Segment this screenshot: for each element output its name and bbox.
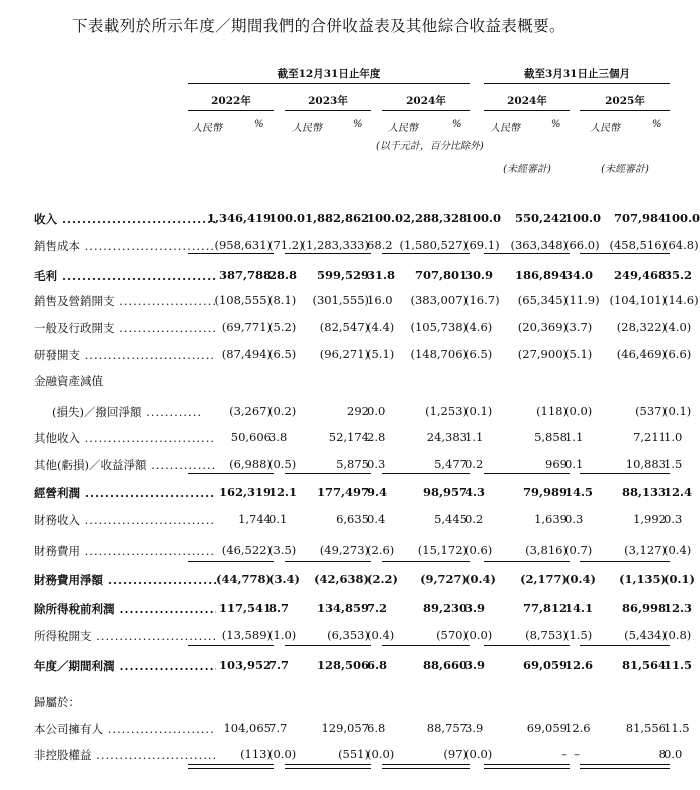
subtotal-rule [285, 253, 371, 254]
percent-cell: 0.2 [465, 457, 484, 471]
percent-cell: 11.5 [664, 658, 693, 672]
amount-cell: 1,639 [534, 512, 567, 526]
amount-cell: (97) [443, 747, 467, 761]
percent-cell: 8.7 [269, 601, 290, 615]
amount-cell: 77,812 [522, 601, 567, 615]
percent-cell: 100.0 [565, 211, 602, 225]
percent-cell: 12.1 [269, 485, 298, 499]
year-2024-rule [382, 110, 470, 111]
percent-cell: 30.9 [465, 268, 494, 282]
percent-cell: 3.9 [465, 601, 486, 615]
subtotal-rule [580, 561, 670, 562]
amount-cell: 8 [658, 747, 666, 761]
amount-cell: (82,547) [319, 320, 369, 334]
percent-cell: 2.8 [367, 430, 386, 444]
table-row [0, 626, 700, 646]
amount-cell: (46,469) [616, 347, 666, 361]
amount-cell: 599,529 [316, 268, 369, 282]
amount-cell: (6,988) [229, 457, 271, 471]
percent-cell: 0.0 [664, 747, 683, 761]
percent-cell: (0.4) [367, 628, 395, 642]
group-period-heading: 截至3月31日止三個月 [524, 68, 630, 80]
percent-cell: (0.4) [565, 572, 596, 586]
total-double-rule [484, 764, 570, 769]
row-label: 除所得稅前利潤 ..... [34, 601, 216, 617]
subtotal-rule [382, 561, 470, 562]
subtotal-rule [382, 473, 470, 474]
amount-cell: 969 [545, 457, 567, 471]
percent-cell: 1.5 [664, 457, 683, 471]
total-double-rule [188, 764, 274, 769]
amount-cell: (87,494) [221, 347, 271, 361]
amount-cell: (20,369) [517, 320, 567, 334]
unaudited-2025: (未經審計) [601, 164, 649, 175]
row-label: 銷售成本 ..... [34, 238, 216, 254]
period-2025-rule [580, 110, 670, 111]
year-2022-rule [188, 110, 274, 111]
percent-cell: (2.2) [367, 572, 398, 586]
percent-cell: 68.2 [367, 238, 393, 252]
row-label: (損失)／撥回淨額 ..... [52, 404, 202, 420]
percent-cell: 9.4 [367, 485, 388, 499]
amount-cell: 5,858 [534, 430, 567, 444]
percent-cell: (0.1) [465, 404, 493, 418]
amount-cell: 88,133 [621, 485, 666, 499]
total-double-rule [285, 764, 371, 769]
amount-cell: 2,288,328 [402, 211, 467, 225]
amount-cell: 104,065 [223, 721, 271, 735]
percent-cell: (0.0) [465, 747, 493, 761]
percent-cell: 100.0 [367, 211, 404, 225]
row-label: 收入 ..... [34, 211, 216, 227]
amount-cell: (69,771) [221, 320, 271, 334]
row-label: 銷售及營銷開支 ..... [34, 293, 216, 309]
table-row [0, 719, 700, 739]
amount-cell: 5,875 [336, 457, 369, 471]
amount-cell: (13,589) [221, 628, 271, 642]
percent-cell: 100.0 [269, 211, 306, 225]
percent-cell: 0.0 [367, 404, 386, 418]
unaudited-2024: (未經審計) [503, 164, 551, 175]
percent-cell: 12.6 [565, 721, 591, 735]
percent-cell: 6.8 [367, 721, 386, 735]
percent-cell: 12.6 [565, 658, 594, 672]
amount-cell: 162,319 [218, 485, 271, 499]
unit-pct-2024q: % [551, 119, 561, 130]
percent-cell: 12.4 [664, 485, 693, 499]
subtotal-rule [484, 473, 570, 474]
year-2023: 2023年 [308, 95, 348, 107]
percent-cell: 11.5 [664, 721, 690, 735]
amount-cell: (148,706) [410, 347, 467, 361]
amount-cell: (551) [338, 747, 369, 761]
percent-cell: (14.6) [664, 293, 699, 307]
unit-pct-2023: % [353, 119, 363, 130]
amount-cell: (104,101) [609, 293, 666, 307]
table-row [0, 291, 700, 311]
percent-cell: (1.0) [269, 628, 297, 642]
row-label: 本公司擁有人 ..... [34, 721, 216, 737]
total-double-rule [580, 764, 670, 769]
percent-cell: 31.8 [367, 268, 396, 282]
amount-cell: (96,271) [319, 347, 369, 361]
amount-cell: 1,744 [238, 512, 271, 526]
amount-cell: 5,477 [434, 457, 467, 471]
table-row [0, 599, 700, 619]
percent-cell: 100.0 [664, 211, 700, 225]
subtotal-rule [188, 561, 274, 562]
percent-cell: (16.7) [465, 293, 500, 307]
row-label: 財務費用淨額 ..... [34, 572, 216, 588]
percent-cell: 0.1 [565, 457, 584, 471]
unit-pct-2022: % [254, 119, 264, 130]
percent-cell: (0.7) [565, 543, 593, 557]
percent-cell: (3.7) [565, 320, 593, 334]
subtotal-rule [580, 253, 670, 254]
percent-cell: 6.8 [367, 658, 388, 672]
amount-cell: 79,989 [522, 485, 567, 499]
unit-rmb-2025q: 人民幣 [590, 123, 620, 134]
percent-cell: 0.3 [664, 512, 683, 526]
amount-cell: 128,506 [316, 658, 369, 672]
amount-cell: 69,059 [522, 658, 567, 672]
percent-cell: 14.5 [565, 485, 594, 499]
amount-cell: (458,516) [609, 238, 666, 252]
subtotal-rule [188, 645, 274, 646]
subtotal-rule [382, 645, 470, 646]
subtotal-rule [188, 473, 274, 474]
percent-cell: 7.2 [367, 601, 388, 615]
amount-cell: – [561, 747, 567, 761]
percent-cell: 7.7 [269, 721, 288, 735]
percent-cell: (6.6) [664, 347, 692, 361]
amount-cell: (1,580,527) [399, 238, 467, 252]
row-label: 金融資產減值 [34, 374, 103, 388]
amount-cell: (2,177) [520, 572, 567, 586]
row-label: 所得稅開支 ..... [34, 628, 216, 644]
amount-cell: 387,788 [218, 268, 271, 282]
percent-cell: – [574, 747, 580, 761]
table-row [0, 692, 700, 712]
percent-cell: 12.3 [664, 601, 693, 615]
amount-cell: (44,778) [216, 572, 271, 586]
percent-cell: (0.1) [664, 572, 695, 586]
percent-cell: 14.1 [565, 601, 594, 615]
table-row [0, 570, 700, 590]
table-row [0, 541, 700, 561]
percent-cell: 3.9 [465, 658, 486, 672]
amount-cell: (46,522) [221, 543, 271, 557]
percent-cell: (5.1) [565, 347, 593, 361]
amount-cell: (108,555) [214, 293, 271, 307]
percent-cell: (0.8) [664, 628, 692, 642]
percent-cell: (0.0) [269, 747, 297, 761]
table-row [0, 371, 700, 391]
amount-cell: (42,638) [314, 572, 369, 586]
period-2024-rule [484, 110, 570, 111]
percent-cell: (69.1) [465, 238, 500, 252]
percent-cell: 4.3 [465, 485, 486, 499]
percent-cell: (66.0) [565, 238, 600, 252]
group-year-heading: 截至12月31日止年度 [277, 68, 381, 80]
amount-cell: (1,283,333) [301, 238, 369, 252]
percent-cell: (0.0) [565, 404, 593, 418]
subtotal-rule [580, 645, 670, 646]
row-label: 一般及行政開支 ..... [34, 320, 216, 336]
table-row [0, 266, 700, 286]
amount-cell: 103,952 [218, 658, 271, 672]
amount-cell: 24,383 [426, 430, 467, 444]
amount-cell: 249,468 [613, 268, 666, 282]
table-row [0, 345, 700, 365]
row-label: 年度／期間利潤 ..... [34, 658, 216, 674]
amount-cell: 5,445 [434, 512, 467, 526]
percent-cell: (2.6) [367, 543, 395, 557]
percent-cell: 1.0 [664, 430, 683, 444]
amount-cell: 88,660 [422, 658, 467, 672]
percent-cell: (0.2) [269, 404, 297, 418]
subtotal-rule [382, 253, 470, 254]
percent-cell: 0.2 [465, 512, 484, 526]
year-2024: 2024年 [406, 95, 446, 107]
amount-cell: (3,816) [525, 543, 567, 557]
table-row [0, 455, 700, 475]
amount-cell: (118) [536, 404, 567, 418]
percent-cell: (4.4) [367, 320, 395, 334]
amount-cell: (301,555) [312, 293, 369, 307]
amount-cell: (537) [635, 404, 666, 418]
amount-cell: (28,322) [616, 320, 666, 334]
table-row [0, 209, 700, 229]
subtotal-rule [484, 645, 570, 646]
amount-cell: 550,242 [514, 211, 567, 225]
unit-pct-2024: % [452, 119, 462, 130]
table-row [0, 318, 700, 338]
amount-cell: (363,348) [510, 238, 567, 252]
amount-cell: 1,346,419 [206, 211, 271, 225]
amount-cell: (1,135) [619, 572, 666, 586]
percent-cell: 0.4 [367, 512, 386, 526]
row-label: 財務費用 ..... [34, 543, 216, 559]
table-row [0, 745, 700, 765]
amount-cell: 1,992 [633, 512, 666, 526]
percent-cell: 35.2 [664, 268, 693, 282]
table-row [0, 510, 700, 530]
table-row [0, 428, 700, 448]
percent-cell: (3.4) [269, 572, 300, 586]
amount-cell: (3,127) [624, 543, 666, 557]
amount-cell: 98,957 [422, 485, 467, 499]
percent-cell: (0.0) [465, 628, 493, 642]
amount-cell: 129,057 [321, 721, 369, 735]
percent-cell: (5.1) [367, 347, 395, 361]
amount-cell: 88,757 [426, 721, 467, 735]
percent-cell: (0.0) [367, 747, 395, 761]
amount-cell: 177,497 [316, 485, 369, 499]
intro-text: 下表載列於所示年度／期間我們的合併收益表及其他綜合收益表概要。 [72, 17, 565, 35]
amount-cell: 707,801 [414, 268, 467, 282]
amount-cell: (1,253) [425, 404, 467, 418]
amount-cell: (8,753) [525, 628, 567, 642]
subtotal-rule [285, 561, 371, 562]
amount-cell: 292 [347, 404, 369, 418]
total-double-rule [382, 764, 470, 769]
percent-cell: (0.4) [664, 543, 692, 557]
amount-cell: (49,273) [319, 543, 369, 557]
percent-cell: 3.9 [465, 721, 484, 735]
percent-cell: (4.6) [465, 320, 493, 334]
thousands-note: (以千元計，百分比除外) [376, 141, 484, 152]
subtotal-rule [285, 645, 371, 646]
percent-cell: (1.5) [565, 628, 593, 642]
amount-cell: (383,007) [410, 293, 467, 307]
amount-cell: 69,059 [526, 721, 567, 735]
unit-rmb-2023: 人民幣 [292, 123, 322, 134]
amount-cell: 7,211 [633, 430, 666, 444]
percent-cell: (8.1) [269, 293, 297, 307]
amount-cell: 186,894 [514, 268, 567, 282]
amount-cell: 134,859 [316, 601, 369, 615]
amount-cell: 89,230 [422, 601, 467, 615]
percent-cell: 0.3 [565, 512, 584, 526]
table-row [0, 402, 700, 422]
amount-cell: 10,883 [625, 457, 666, 471]
row-label: 非控股權益 ..... [34, 747, 216, 763]
amount-cell: (65,345) [517, 293, 567, 307]
group-year-rule [188, 83, 470, 84]
amount-cell: (27,900) [517, 347, 567, 361]
percent-cell: 0.3 [367, 457, 386, 471]
amount-cell: (113) [240, 747, 271, 761]
amount-cell: 81,564 [621, 658, 666, 672]
percent-cell: (4.0) [664, 320, 692, 334]
table-row [0, 483, 700, 503]
amount-cell: (3,267) [229, 404, 271, 418]
unit-pct-2025q: % [652, 119, 662, 130]
amount-cell: (958,631) [214, 238, 271, 252]
percent-cell: 1.1 [565, 430, 584, 444]
amount-cell: (9,727) [420, 572, 467, 586]
percent-cell: (11.9) [565, 293, 600, 307]
year-2023-rule [285, 110, 371, 111]
amount-cell: 52,174 [328, 430, 369, 444]
unit-rmb-2024q: 人民幣 [490, 123, 520, 134]
year-2022: 2022年 [211, 95, 251, 107]
percent-cell: 0.1 [269, 512, 288, 526]
amount-cell: (5,434) [624, 628, 666, 642]
amount-cell: 81,556 [625, 721, 666, 735]
percent-cell: (64.8) [664, 238, 699, 252]
subtotal-rule [188, 253, 274, 254]
percent-cell: 16.0 [367, 293, 393, 307]
percent-cell: (0.5) [269, 457, 297, 471]
amount-cell: (15,172) [417, 543, 467, 557]
percent-cell: (0.6) [465, 543, 493, 557]
percent-cell: 7.7 [269, 658, 290, 672]
period-2025: 2025年 [605, 95, 645, 107]
group-period-rule [484, 83, 670, 84]
subtotal-rule [484, 561, 570, 562]
amount-cell: 707,984 [613, 211, 666, 225]
percent-cell: 3.8 [269, 430, 288, 444]
amount-cell: 50,606 [230, 430, 271, 444]
amount-cell: (105,738) [410, 320, 467, 334]
percent-cell: 34.0 [565, 268, 594, 282]
row-label: 其他收入 ..... [34, 430, 216, 446]
percent-cell: (0.4) [465, 572, 496, 586]
percent-cell: 28.8 [269, 268, 298, 282]
subtotal-rule [484, 253, 570, 254]
percent-cell: 1.1 [465, 430, 484, 444]
percent-cell: (0.1) [664, 404, 692, 418]
amount-cell: 1,882,862 [304, 211, 369, 225]
percent-cell: (5.2) [269, 320, 297, 334]
amount-cell: (570) [436, 628, 467, 642]
percent-cell: 100.0 [465, 211, 502, 225]
percent-cell: (6.5) [465, 347, 493, 361]
row-label: 歸屬於： [34, 695, 80, 709]
period-2024: 2024年 [507, 95, 547, 107]
subtotal-rule [580, 473, 670, 474]
amount-cell: 6,635 [336, 512, 369, 526]
percent-cell: (3.5) [269, 543, 297, 557]
row-label: 研發開支 ..... [34, 347, 216, 363]
percent-cell: (71.2) [269, 238, 304, 252]
amount-cell: (6,353) [327, 628, 369, 642]
table-row [0, 656, 700, 676]
unit-rmb-2022: 人民幣 [192, 123, 222, 134]
row-label: 其他(虧損)／收益淨額 ..... [34, 457, 216, 473]
row-label: 經營利潤 ..... [34, 485, 216, 501]
row-label: 毛利 ..... [34, 268, 216, 284]
amount-cell: 86,998 [621, 601, 666, 615]
percent-cell: (6.5) [269, 347, 297, 361]
amount-cell: 117,541 [218, 601, 271, 615]
row-label: 財務收入 ..... [34, 512, 216, 528]
unit-rmb-2024: 人民幣 [388, 123, 418, 134]
subtotal-rule [285, 473, 371, 474]
